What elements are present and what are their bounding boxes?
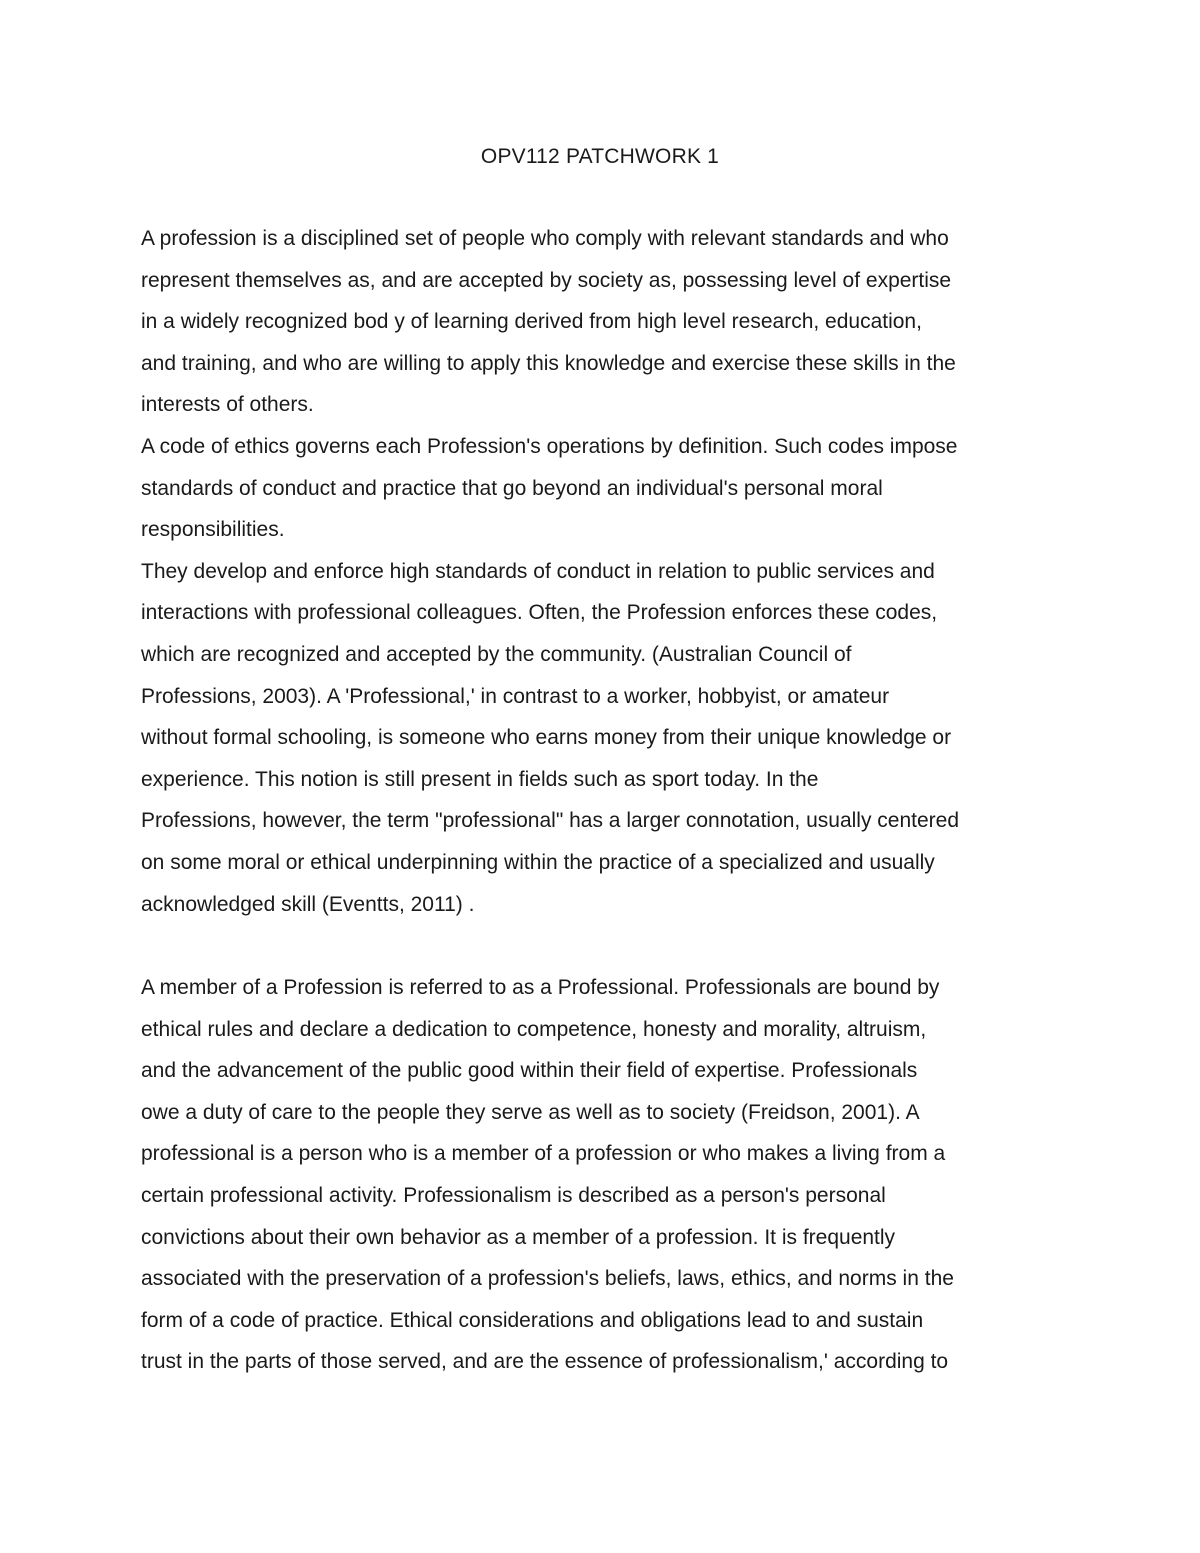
text-line: interactions with professional colleagues. Often, the Profession enforces these codes,: [141, 601, 938, 625]
document-title: OPV112 PATCHWORK 1: [480, 145, 720, 168]
text-line: associated with the preservation of a profession's beliefs, laws, ethics, and norms in the: [141, 1267, 954, 1291]
text-line: form of a code of practice. Ethical considerations and obligations lead to and sustain: [141, 1308, 924, 1332]
text-line: responsibilities.: [141, 518, 285, 542]
text-line: and the advancement of the public good within their field of expertise. Professionals: [141, 1059, 918, 1083]
text-line: Professions, 2003). A 'Professional,' in contrast to a worker, hobbyist, or amateur: [141, 684, 890, 708]
body-section-2: [141, 967, 1081, 1383]
text-line: A code of ethics governs each Profession's operations by definition. Such codes impose: [141, 434, 958, 458]
text-line: experience. This notion is still present in fields such as sport today. In the: [141, 767, 819, 791]
text-line: trust in the parts of those served, and are the essence of professionalism,' according to: [141, 1350, 949, 1374]
text-line: interests of others.: [141, 393, 314, 417]
paragraph-code-of-ethics: [141, 426, 1081, 551]
paragraph-standards-of-conduct: [141, 551, 1081, 925]
text-line: They develop and enforce high standards of conduct in relation to public services and: [141, 559, 935, 583]
text-line: owe a duty of care to the people they serve as well as to society (Freidson, 2001). A: [141, 1100, 920, 1124]
text-line: which are recognized and accepted by the community. (Australian Council of: [141, 642, 852, 666]
text-line: in a widely recognized bod y of learning derived from high level research, education,: [141, 310, 922, 334]
text-line: ethical rules and declare a dedication to competence, honesty and morality, altruism,: [141, 1017, 927, 1041]
text-line: without formal schooling, is someone who earns money from their unique knowledge or: [141, 726, 952, 750]
paragraph-professional-member: [141, 967, 1081, 1383]
text-line: certain professional activity. Professionalism is described as a person's personal: [141, 1183, 886, 1207]
text-line: Professions, however, the term "professional" has a larger connotation, usually centered: [141, 809, 960, 833]
text-line: standards of conduct and practice that go beyond an individual's personal moral: [141, 476, 883, 500]
text-line: acknowledged skill (Eventts, 2011) .: [141, 892, 475, 916]
text-line: represent themselves as, and are accepted by society as, possessing level of expertise: [141, 268, 952, 292]
text-line: convictions about their own behavior as a member of a profession. It is frequently: [141, 1225, 896, 1249]
text-line: professional is a person who is a member of a profession or who makes a living from a: [141, 1142, 946, 1166]
body-section-1: [141, 218, 1081, 925]
paragraph-profession-definition: [141, 218, 1081, 426]
text-line: on some moral or ethical underpinning within the practice of a specialized and usually: [141, 850, 935, 874]
text-line: A profession is a disciplined set of people who comply with relevant standards and who: [141, 227, 949, 250]
text-line: A member of a Profession is referred to as a Professional. Professionals are bound by: [141, 976, 940, 999]
text-line: and training, and who are willing to apply this knowledge and exercise these skills in the: [141, 351, 956, 375]
